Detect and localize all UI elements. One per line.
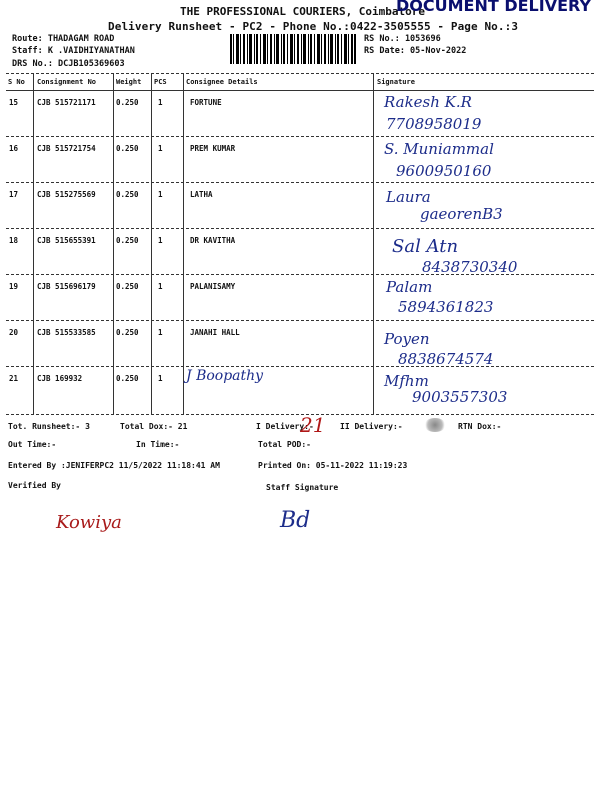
row-weight: 0.250 [116, 144, 139, 153]
row-consignee: JANAHI HALL [190, 328, 240, 337]
row-consignment-no: CJB 169932 [37, 374, 83, 383]
row-divider [6, 274, 594, 275]
row-pcs: 1 [158, 190, 163, 199]
staff-signature: Bd [280, 508, 311, 533]
row-signature: Mfhm [384, 372, 429, 390]
row-consignment-no: CJB 515275569 [37, 190, 96, 199]
rs-number: RS No.: 1053696 [364, 34, 441, 44]
row-sno: 16 [9, 144, 19, 153]
row-signature: S. Muniammal [384, 140, 494, 158]
column-header-consignee: Consignee Details [186, 78, 258, 86]
total-pod-label: Total POD:- [258, 440, 311, 449]
row-signature-phone: 8838674574 [398, 350, 494, 368]
total-runsheet: Tot. Runsheet:- 3 [8, 422, 90, 431]
row-consignee: FORTUNE [190, 98, 222, 107]
row-pcs: 1 [158, 374, 163, 383]
row-signature-phone: gaeorenB3 [420, 205, 503, 223]
row-sno: 19 [9, 282, 19, 291]
drs-number: DRS No.: DCJB105369603 [12, 59, 125, 69]
staff-label: Staff: K .VAIDHIYANATHAN [12, 46, 135, 56]
total-dox: Total Dox:- 21 [120, 422, 188, 431]
route-label: Route: THADAGAM ROAD [12, 34, 115, 44]
row-signature: Sal Atn [392, 236, 459, 257]
row-sno: 15 [9, 98, 19, 107]
row-consignment-no: CJB 515721171 [37, 98, 96, 107]
document-delivery-stamp: DOCUMENT DELIVERY [396, 0, 592, 15]
company-name: THE PROFESSIONAL COURIERS, Coimbatore [180, 5, 426, 18]
rs-date: RS Date: 05-Nov-2022 [364, 46, 467, 56]
row-pcs: 1 [158, 282, 163, 291]
row-signature-phone: 8438730340 [422, 258, 518, 276]
rtn-dox-label: RTN Dox:- [458, 422, 502, 431]
ink-smudge [424, 418, 446, 432]
row-pcs: 1 [158, 328, 163, 337]
row-consignee: DR KAVITHA [190, 236, 236, 245]
row-signature: Rakesh K.R [384, 93, 472, 111]
row-sno: 18 [9, 236, 19, 245]
column-header-pcs: PCS [154, 78, 167, 86]
staff-signature-label: Staff Signature [266, 483, 339, 492]
row-consignee: PALANISAMY [190, 282, 236, 291]
entered-by: Entered By :JENIFERPC2 11/5/2022 11:18:41 AM [8, 461, 220, 470]
row-consignee: PREM KUMAR [190, 144, 236, 153]
out-time-label: Out Time:- [8, 440, 57, 449]
row-weight: 0.250 [116, 282, 139, 291]
column-header-consignment: Consignment No [37, 78, 97, 86]
row-signature-phone: 9003557303 [412, 388, 508, 406]
row-pcs: 1 [158, 236, 163, 245]
row-divider [6, 182, 594, 183]
row-consignment-no: CJB 515655391 [37, 236, 96, 245]
row-consignment-no: CJB 515533585 [37, 328, 96, 337]
runsheet-title: Delivery Runsheet - PC2 - Phone No.:0422-3505555 - Page No.:3 [108, 20, 519, 33]
column-divider [373, 74, 374, 414]
row-signature: Palam [386, 278, 433, 296]
row-pcs: 1 [158, 144, 163, 153]
row-weight: 0.250 [116, 328, 139, 337]
row-signature: Laura [386, 188, 431, 206]
row-divider [6, 320, 594, 321]
ii-delivery-label: II Delivery:- [340, 422, 403, 431]
i-delivery-label: I Delivery:- [256, 422, 314, 431]
barcode [230, 34, 356, 64]
row-signature-phone: 9600950160 [396, 162, 492, 180]
row-pcs: 1 [158, 98, 163, 107]
i-delivery-count: 21 [300, 413, 326, 437]
row-weight: 0.250 [116, 98, 139, 107]
printed-on: Printed On: 05-11-2022 11:19:23 [258, 461, 408, 470]
row-weight: 0.250 [116, 190, 139, 199]
table-header-rule [6, 90, 594, 91]
row-consignee-handwritten: J Boopathy [186, 368, 264, 384]
row-consignment-no: CJB 515721754 [37, 144, 96, 153]
column-divider [151, 74, 152, 414]
row-consignment-no: CJB 515696179 [37, 282, 96, 291]
row-weight: 0.250 [116, 236, 139, 245]
column-divider [113, 74, 114, 414]
column-header-signature: Signature [377, 78, 415, 86]
row-sno: 20 [9, 328, 19, 337]
column-divider [183, 74, 184, 414]
row-divider [6, 136, 594, 137]
column-divider [33, 74, 34, 414]
row-sno: 21 [9, 374, 19, 383]
row-divider [6, 228, 594, 229]
in-time-label: In Time:- [136, 440, 180, 449]
table-top-rule [6, 73, 594, 74]
row-signature-phone: 7708958019 [386, 115, 482, 133]
row-signature-phone: 5894361823 [398, 298, 494, 316]
row-signature: Poyen [384, 330, 430, 348]
row-sno: 17 [9, 190, 19, 199]
column-header-sno: S No [8, 78, 25, 86]
verifier-signature: Kowiya [56, 512, 122, 533]
row-weight: 0.250 [116, 374, 139, 383]
column-header-weight: Weight [116, 78, 142, 86]
verified-by-label: Verified By [8, 481, 61, 490]
row-consignee: LATHA [190, 190, 213, 199]
row-divider [6, 366, 594, 367]
